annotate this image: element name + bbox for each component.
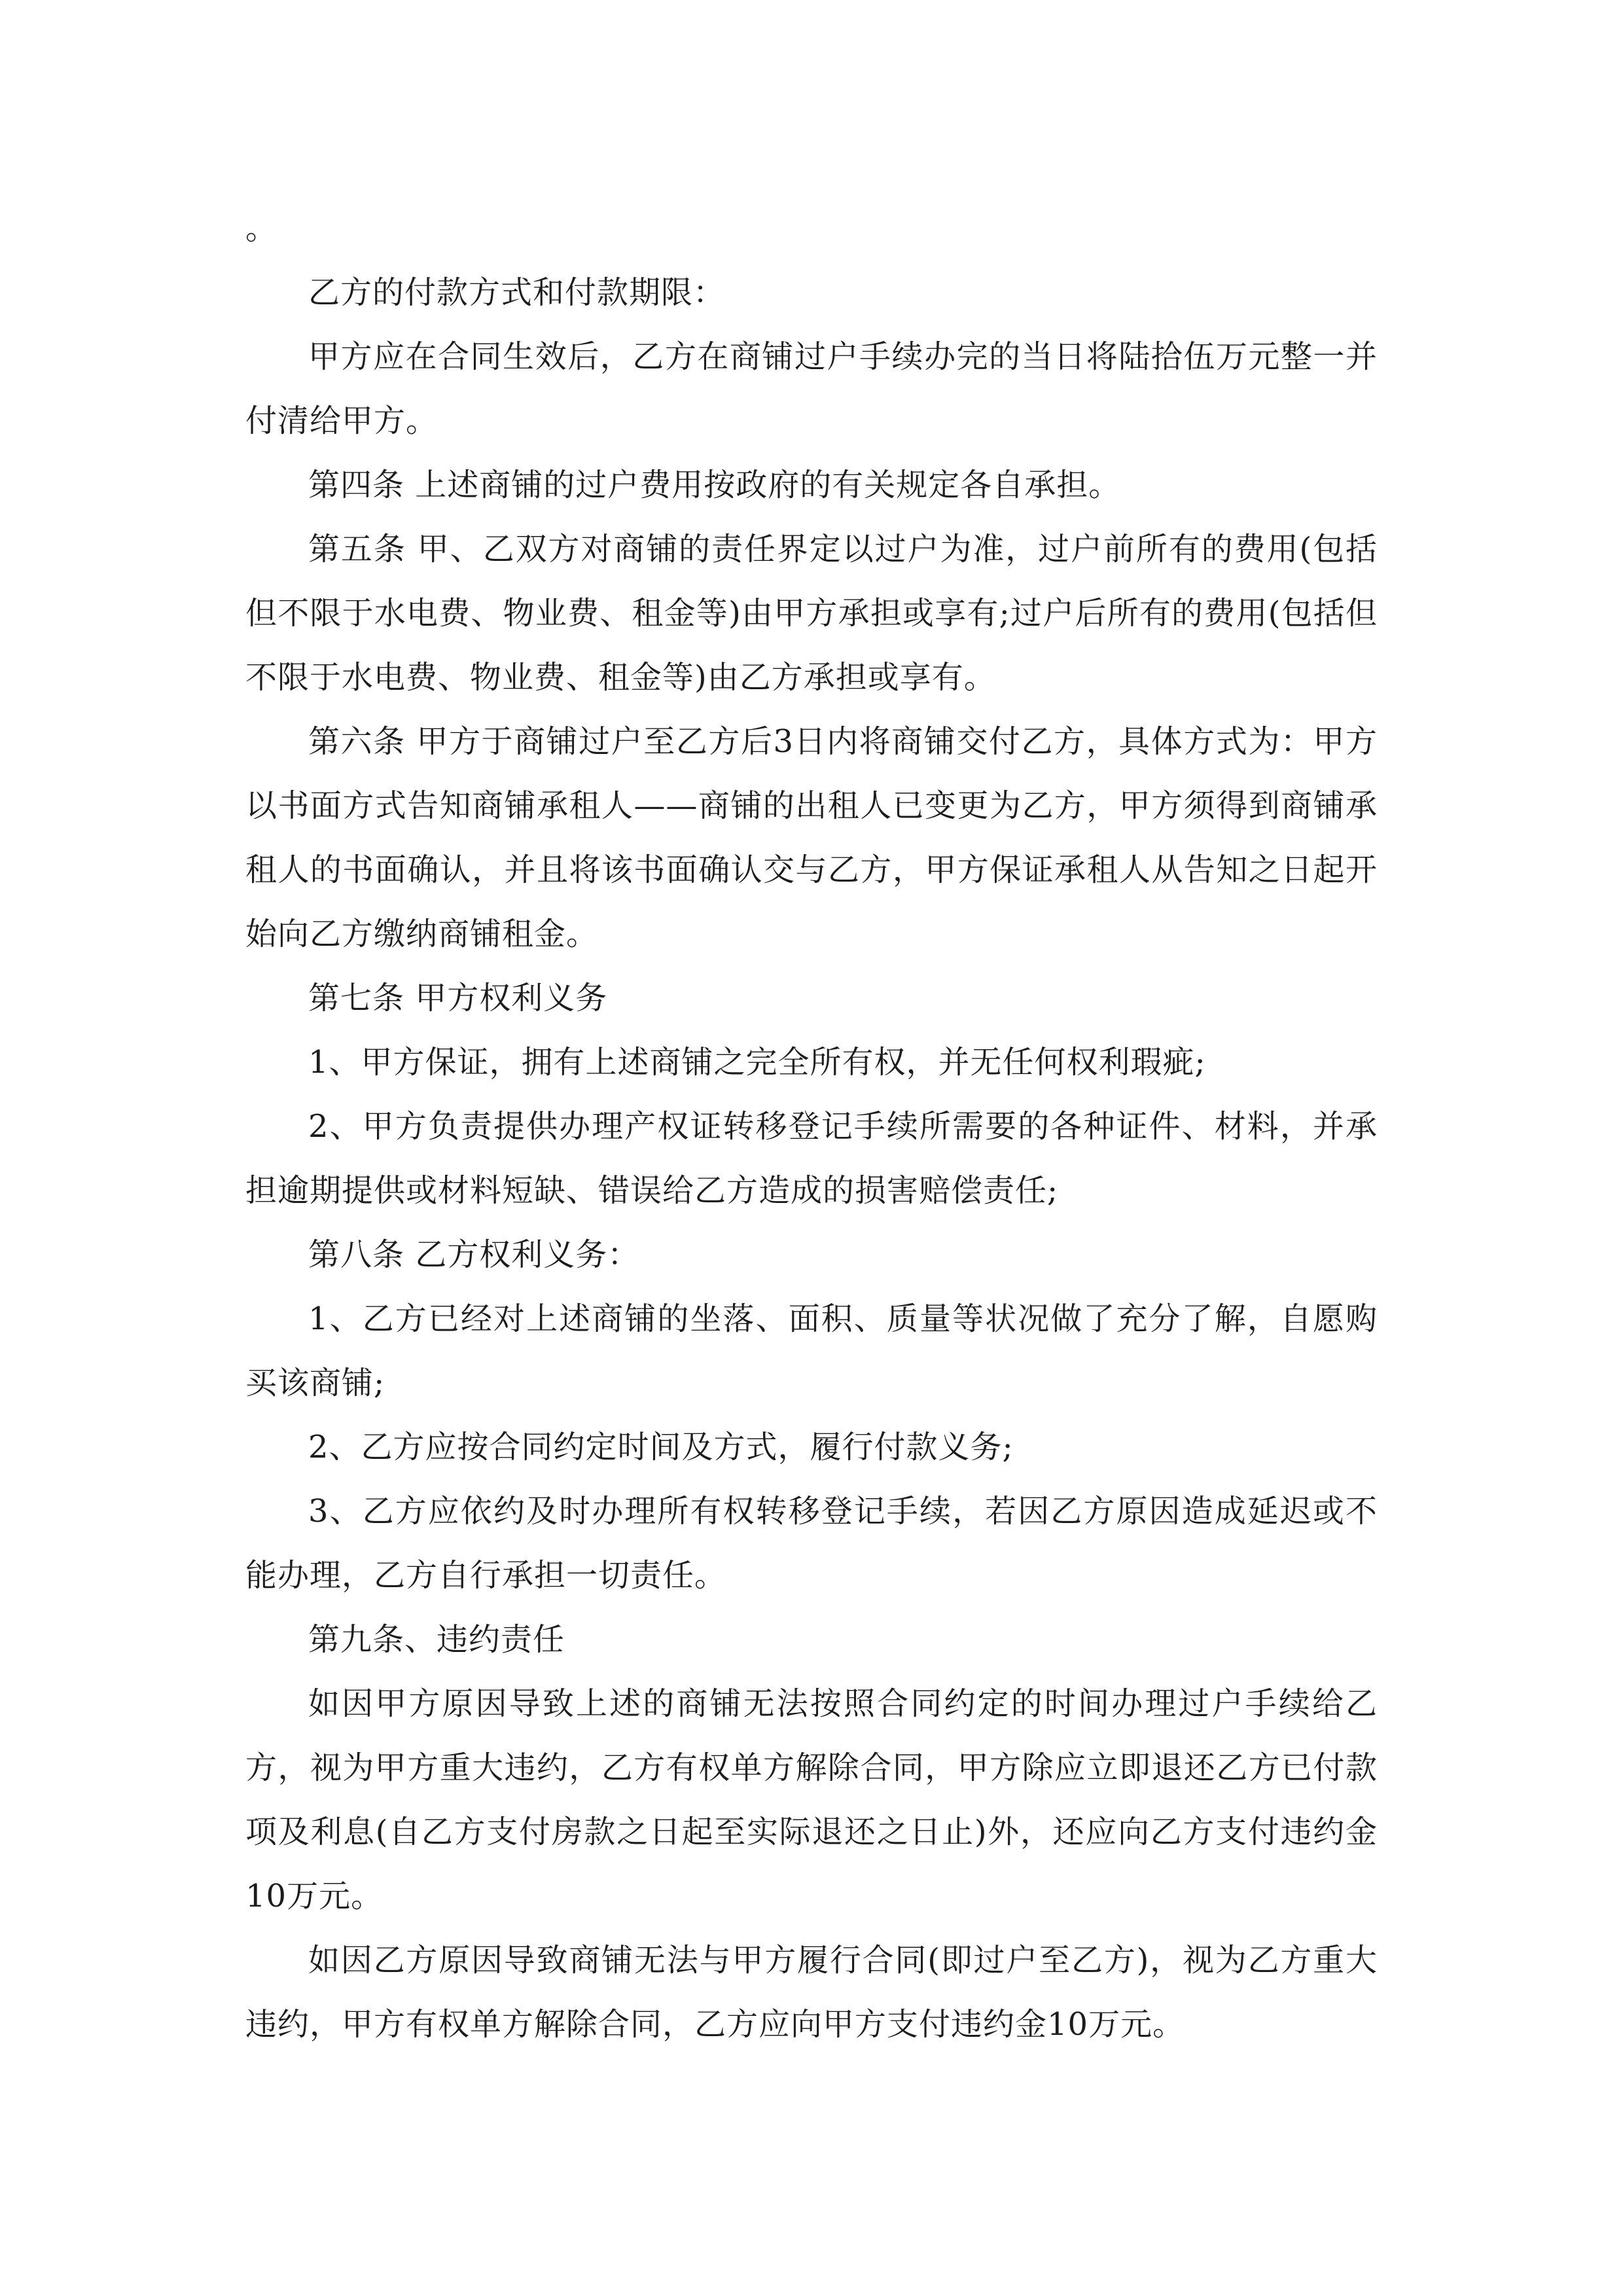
paragraph-continuation: 。 bbox=[245, 210, 278, 247]
article-8-item-2: 2、乙方应按合同约定时间及方式，履行付款义务; bbox=[308, 1429, 1014, 1465]
payment-method-heading: 乙方的付款方式和付款期限： bbox=[308, 274, 726, 311]
article-8-heading: 第八条 乙方权利义务： bbox=[308, 1236, 640, 1273]
article-7-heading: 第七条 甲方权利义务 bbox=[308, 980, 608, 1016]
article-8-item-1: 1、乙方已经对上述商铺的坐落、面积、质量等状况做了充分了解，自愿购买该商铺; bbox=[245, 1300, 1378, 1401]
article-9-clause-party-b: 如因乙方原因导致商铺无法与甲方履行合同(即过户至乙方)，视为乙方重大违约，甲方有权单方解除合同，乙方应向甲方支付违约金10万元。 bbox=[245, 1942, 1378, 2043]
article-6: 第六条 甲方于商铺过户至乙方后3日内将商铺交付乙方，具体方式为：甲方以书面方式告知商铺承租人——商铺的出租人已变更为乙方，甲方须得到商铺承租人的书面确认，并且将该书面确认交与乙方，甲方保证承租人从告知之日起开始向乙方缴纳商铺租金。 bbox=[245, 723, 1378, 952]
document-body bbox=[245, 196, 1378, 2056]
article-7-item-2: 2、甲方负责提供办理产权证转移登记手续所需要的各种证件、材料，并承担逾期提供或材料短缺、错误给乙方造成的损害赔偿责任; bbox=[245, 1108, 1378, 1209]
payment-terms-paragraph: 甲方应在合同生效后，乙方在商铺过户手续办完的当日将陆拾伍万元整一并付清给甲方。 bbox=[245, 338, 1378, 439]
article-8-item-3: 3、乙方应依约及时办理所有权转移登记手续，若因乙方原因造成延迟或不能办理，乙方自行承担一切责任。 bbox=[245, 1493, 1378, 1594]
article-7-item-1: 1、甲方保证，拥有上述商铺之完全所有权，并无任何权利瑕疵; bbox=[308, 1044, 1206, 1081]
article-9-clause-party-a: 如因甲方原因导致上述的商铺无法按照合同约定的时间办理过户手续给乙方，视为甲方重大违约，乙方有权单方解除合同，甲方除应立即退还乙方已付款项及利息(自乙方支付房款之日起至实际退还之日止)外，还应向乙方支付违约金10万元。 bbox=[245, 1685, 1378, 1914]
article-5: 第五条 甲、乙双方对商铺的责任界定以过户为准，过户前所有的费用(包括但不限于水电费、物业费、租金等)由甲方承担或享有;过户后所有的费用(包括但不限于水电费、物业费、租金等)由乙方承担或享有。 bbox=[245, 531, 1378, 696]
article-4: 第四条 上述商铺的过户费用按政府的有关规定各自承担。 bbox=[308, 467, 1121, 503]
article-9-heading: 第九条、违约责任 bbox=[308, 1621, 565, 1658]
